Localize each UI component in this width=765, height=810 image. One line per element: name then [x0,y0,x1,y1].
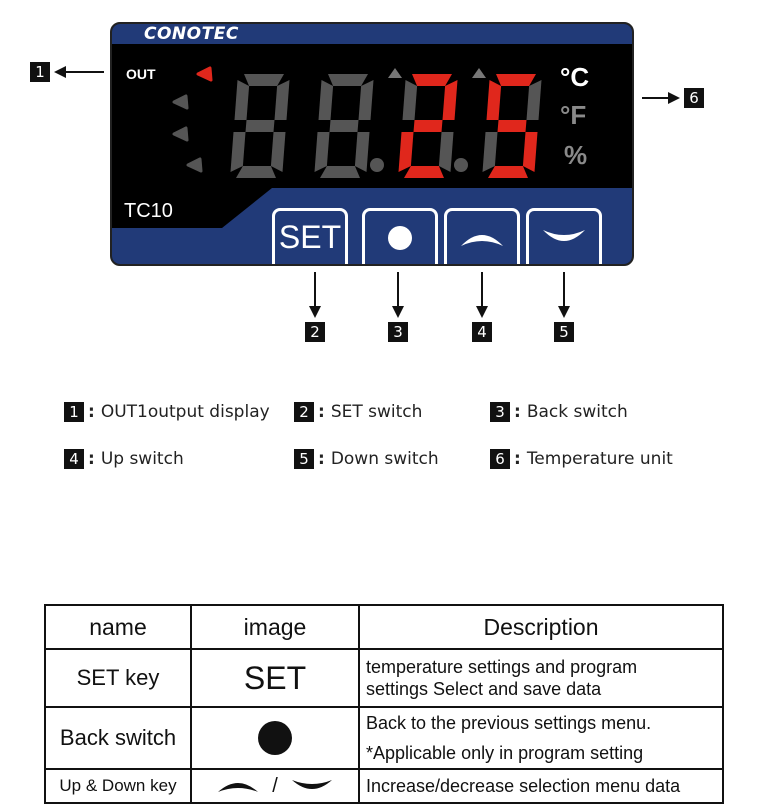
brand-logo: CONOTEC [144,24,239,44]
callout-1-badge: 1 [30,62,50,82]
model-label: TC10 [124,200,173,222]
legend-item-4: 4 : Up switch [64,449,184,469]
legend-item-1: 1 : OUT1output display [64,402,270,422]
key-description-table [44,604,724,804]
back-circle-icon [388,226,412,250]
callout-6-badge: 6 [684,88,704,108]
callout-1-arrow [62,71,104,73]
unit-percent: % [564,140,588,170]
down-button[interactable] [526,208,602,264]
row-description: Increase/decrease selection menu data [359,769,723,803]
legend-item-2: 2 : SET switch [294,402,422,422]
unit-fahrenheit: °F [560,100,587,130]
legend-item-3: 3 : Back switch [490,402,628,422]
callout-3-badge: 3 [388,322,408,342]
legend-item-5: 5 : Down switch [294,449,439,469]
down-arrow-icon [541,228,587,248]
callout-2-badge: 2 [305,322,325,342]
unit-celsius: °C [560,62,590,92]
back-circle-icon [258,721,292,755]
row-image [191,707,359,769]
row-description: temperature settings and program settings Select and save data [359,649,723,707]
header-name: name [45,605,191,649]
callout-4-badge: 4 [472,322,492,342]
table-row [45,769,723,803]
header-description: Description [359,605,723,649]
legend-item-6: 6 : Temperature unit [490,449,673,469]
back-button[interactable] [362,208,438,264]
table-header-row [45,605,723,649]
table-row [45,707,723,769]
controller-device [110,22,634,266]
callout-6-arrowhead [668,91,680,105]
table-row [45,649,723,707]
row-description: Back to the previous settings menu. *Applicable only in program setting [359,707,723,769]
up-arrow-icon [459,228,505,248]
callout-5-badge: 5 [554,322,574,342]
down-arrow-icon [290,778,334,794]
row-image: / [191,769,359,803]
row-name: Up & Down key [45,769,191,803]
up-arrow-icon [216,778,260,794]
header-image: image [191,605,359,649]
set-key-image: SET [243,659,307,696]
row-name: SET key [45,649,191,707]
set-button[interactable] [272,208,348,264]
set-button-label: SET [278,219,342,255]
callout-1-arrowhead [54,65,66,79]
out-label: OUT [126,66,156,82]
up-button[interactable] [444,208,520,264]
row-image [191,649,359,707]
row-name: Back switch [45,707,191,769]
